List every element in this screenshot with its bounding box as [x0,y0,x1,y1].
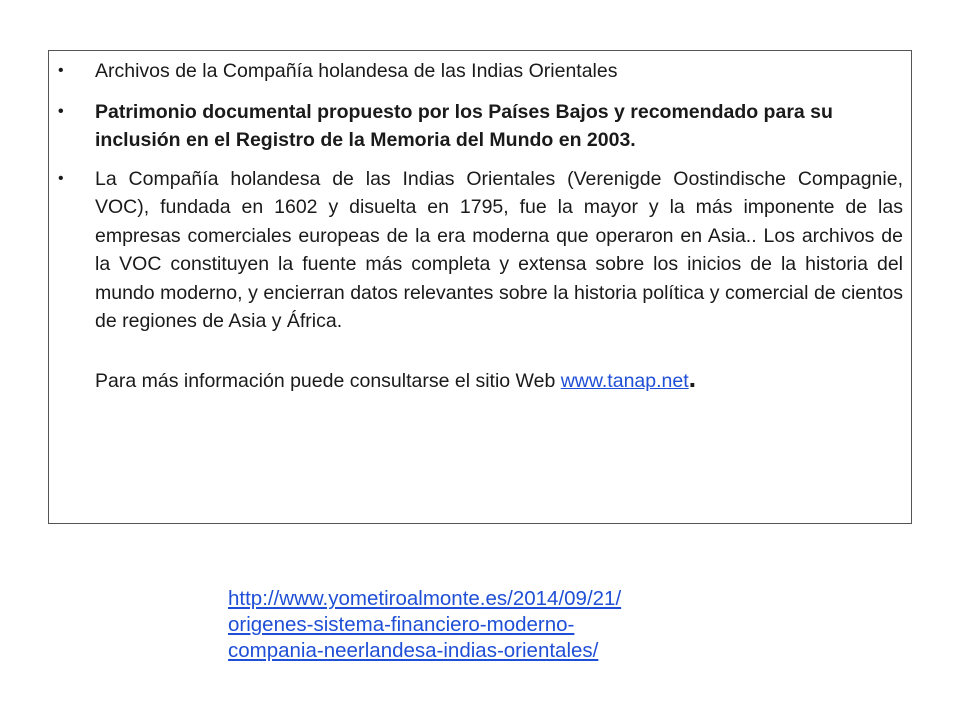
more-info-suffix: . [688,362,697,393]
bullet-item-heritage [49,98,911,155]
bullet-item-description [49,165,911,396]
source-url-line-2: origenes-sistema-financiero-moderno- [228,613,575,636]
bullet-icon: • [58,102,64,120]
tanap-link[interactable]: www.tanap.net [560,369,689,392]
source-url-line-3: compania-neerlandesa-indias-orientales/ [228,639,599,662]
bullet-icon: • [58,169,64,187]
bullet-text-heritage: Patrimonio documental propuesto por los Países Bajos y recomendado para su inclusión en el Registro de la Memoria del Mundo en 2003. [95,100,833,151]
more-info-paragraph [95,364,903,396]
bullet-item-title [49,57,911,86]
content-box [48,50,912,524]
source-url-link[interactable] [228,586,748,664]
bullet-list [49,51,911,395]
more-info-prefix: Para más información puede consultarse el sitio Web [95,369,561,392]
bullet-text-description: La Compañía holandesa de las Indias Orientales (Verenigde Oostindische Compagnie, VOC), fundada en 1602 y disuelta en 1795, fue la mayor y la más imponente de las empresas comerciales europeas de la era moderna que operaron en Asia.. Los archivos de la VOC constituyen la fuente más completa y extensa sobre los inicios de la historia del mundo moderno, y encierran datos relevantes sobre la historia política y comercial de cientos de regiones de Asia y África. [95,167,903,332]
source-url-line-1: http://www.yometiroalmonte.es/2014/09/21/ [228,587,622,610]
bullet-icon: • [58,62,64,79]
bullet-text-title: Archivos de la Compañía holandesa de las Indias Orientales [95,60,618,82]
